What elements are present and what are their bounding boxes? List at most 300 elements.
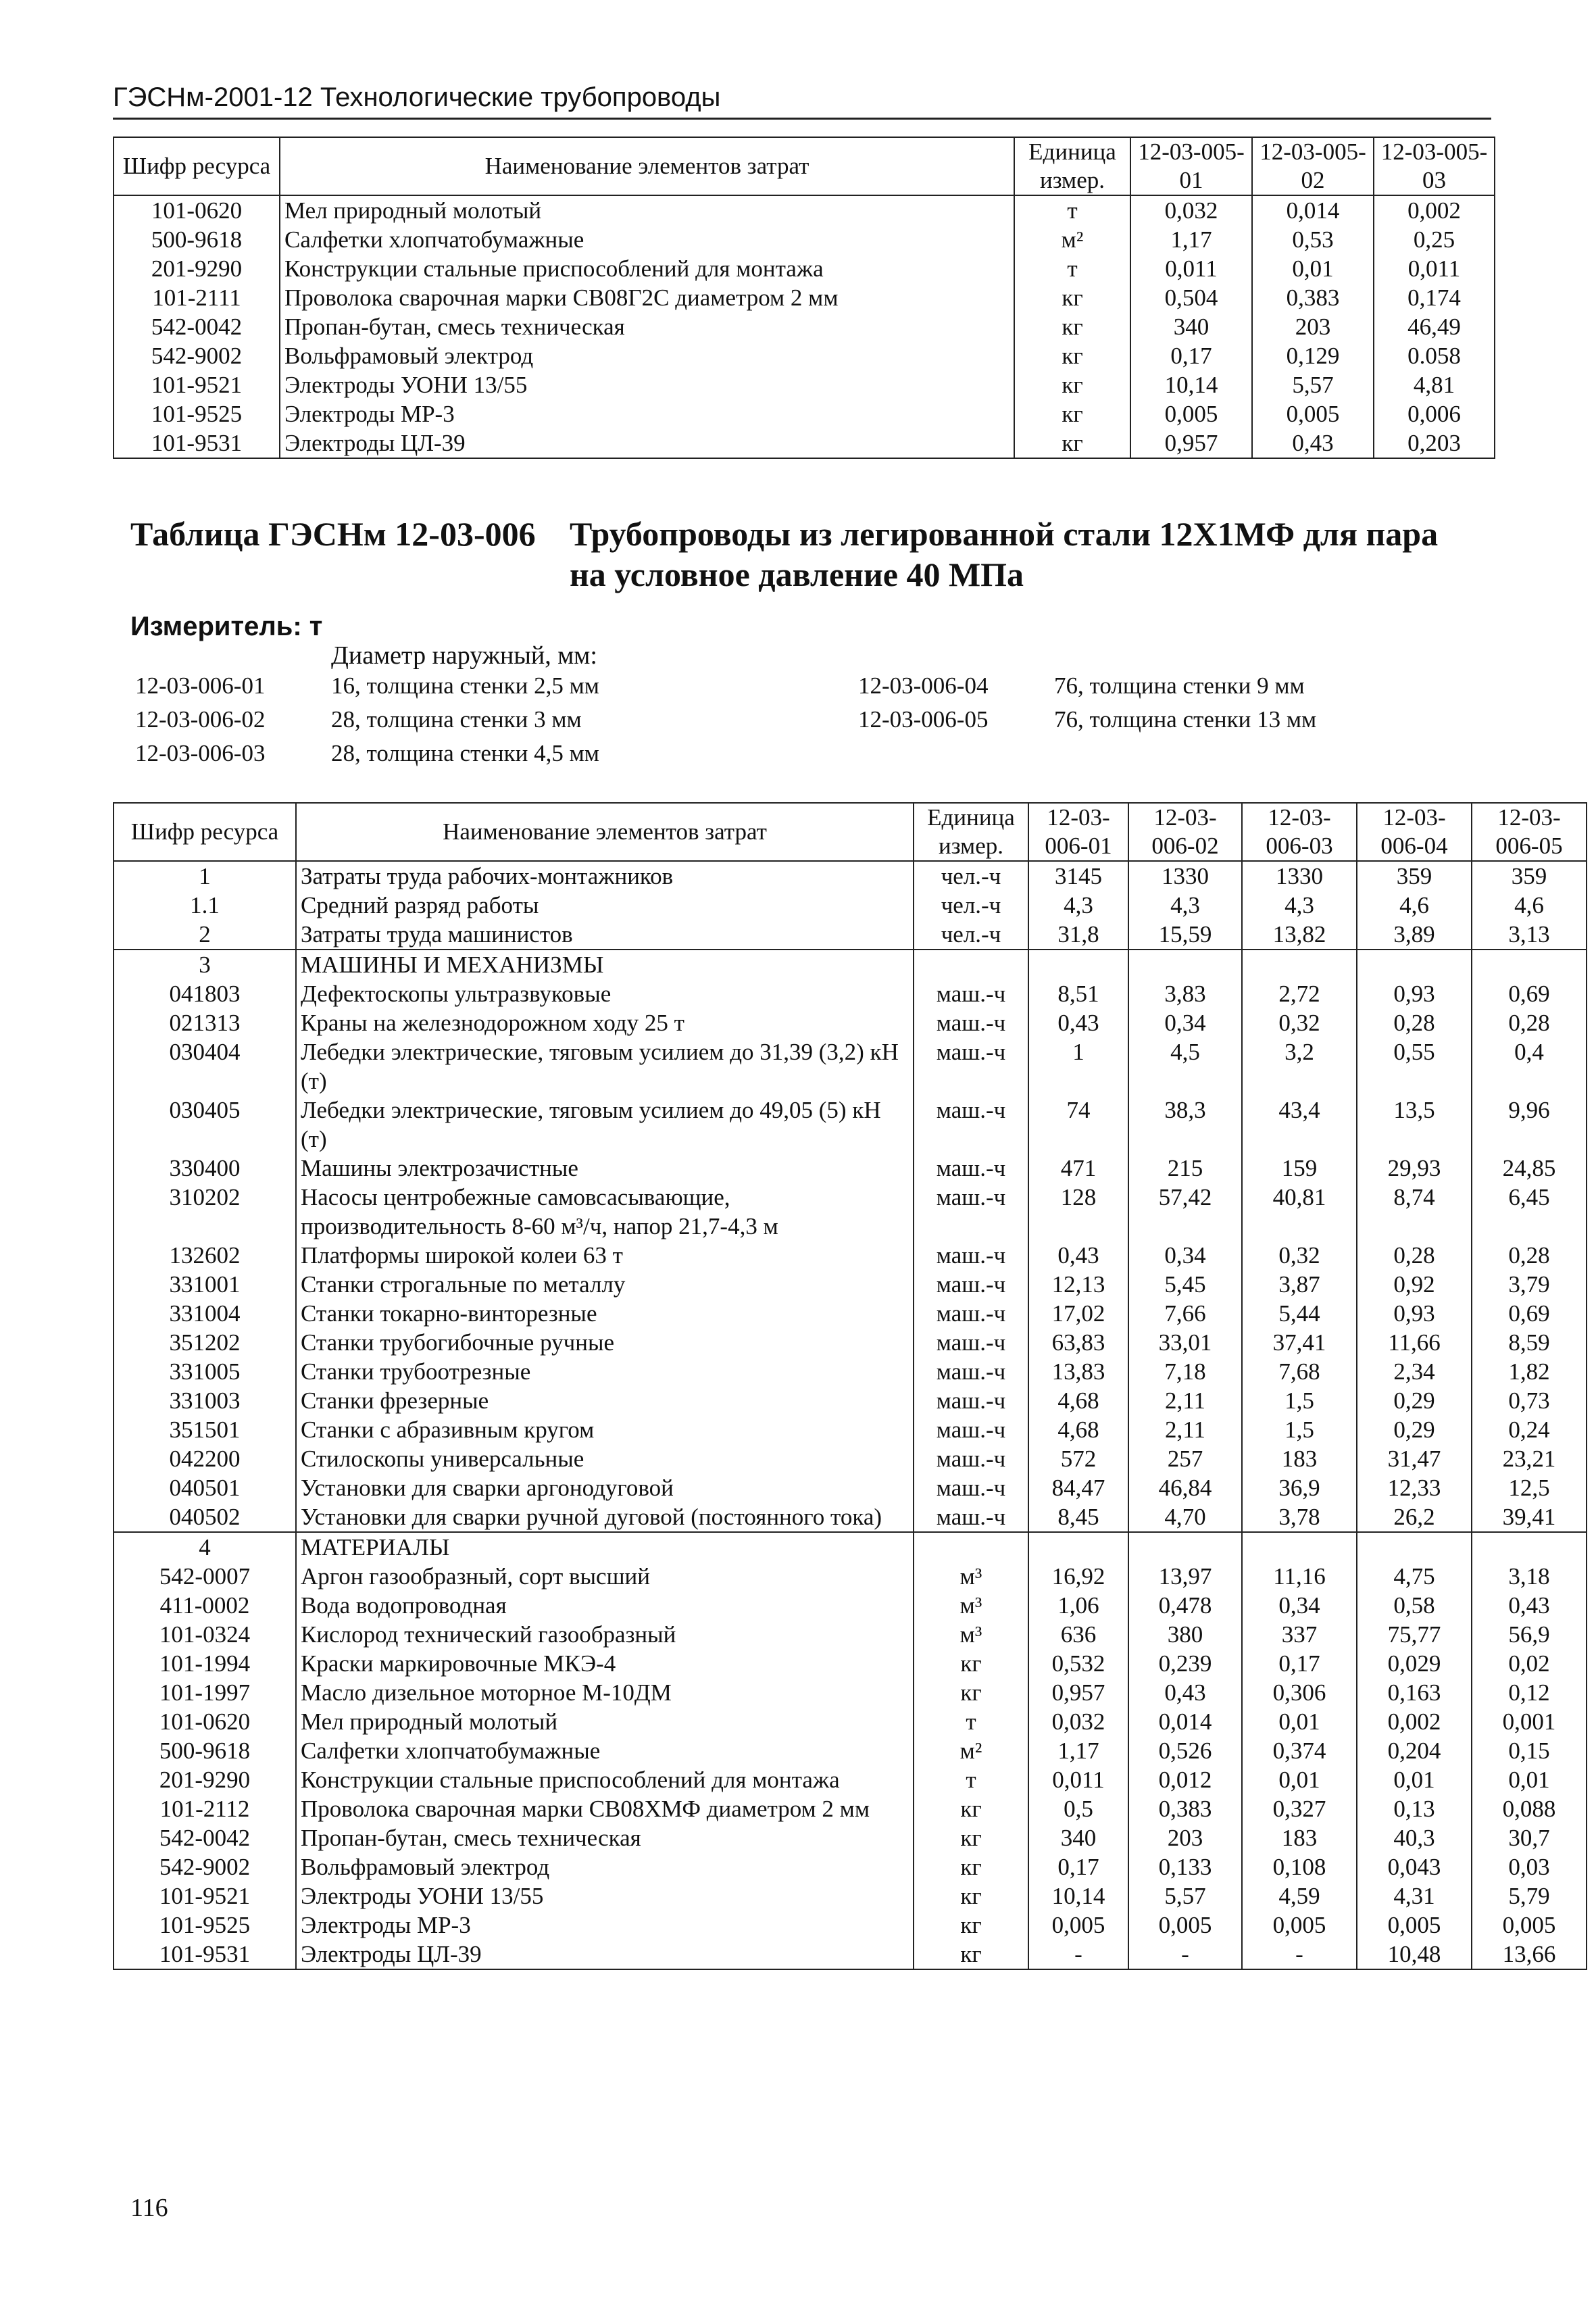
cell-code: 542-0007 — [114, 1562, 296, 1591]
cell-value: 1330 — [1242, 861, 1357, 891]
cell-value: 0,93 — [1357, 979, 1472, 1008]
cell-value: 57,42 — [1128, 1183, 1242, 1241]
cell-name: Затраты труда рабочих-монтажников — [296, 861, 914, 891]
cell-code: 030404 — [114, 1037, 296, 1096]
cell-value: 36,9 — [1242, 1473, 1357, 1502]
cell-value: 0,306 — [1242, 1678, 1357, 1707]
cell-name: Аргон газообразный, сорт высший — [296, 1562, 914, 1591]
cell-value: 0,005 — [1242, 1911, 1357, 1940]
table-row — [114, 891, 1587, 920]
cell-value: 46,84 — [1128, 1473, 1242, 1502]
cell-name: Мел природный молотый — [280, 195, 1014, 225]
cell-value: 0,204 — [1357, 1736, 1472, 1765]
cell-value: 215 — [1128, 1154, 1242, 1183]
cell-name: Кислород технический газообразный — [296, 1620, 914, 1649]
table-row — [114, 1241, 1587, 1270]
cell-value: 0,34 — [1128, 1241, 1242, 1270]
table-row — [114, 1620, 1587, 1649]
table-row — [114, 283, 1495, 312]
table-body — [114, 861, 1587, 1969]
cell-value: 572 — [1028, 1444, 1128, 1473]
cell-value: 0,69 — [1472, 979, 1587, 1008]
cell-code: 101-9525 — [114, 399, 280, 428]
cell-value: 0,088 — [1472, 1794, 1587, 1823]
cell-value: 4,31 — [1357, 1881, 1472, 1911]
cell-code: 331005 — [114, 1357, 296, 1386]
cell-value: 0,005 — [1357, 1911, 1472, 1940]
table-header-row — [114, 137, 1495, 195]
cell-name: Станки трубоотрезные — [296, 1357, 914, 1386]
cell-value: 1,06 — [1028, 1591, 1128, 1620]
cell-unit: т — [914, 1765, 1028, 1794]
cell-value: 203 — [1128, 1823, 1242, 1852]
col-header-unit: Единица измер. — [1014, 137, 1130, 195]
cell-value: 0,129 — [1252, 341, 1374, 370]
cell-code: 101-2112 — [114, 1794, 296, 1823]
cell-code: 101-9521 — [114, 1881, 296, 1911]
cell-value: 37,41 — [1242, 1328, 1357, 1357]
col-header-name: Наименование элементов затрат — [296, 803, 914, 861]
cell-unit: маш.-ч — [914, 1357, 1028, 1386]
cell-unit: маш.-ч — [914, 1008, 1028, 1037]
cell-name: Дефектоскопы ультразвуковые — [296, 979, 914, 1008]
cell-value: 0,58 — [1357, 1591, 1472, 1620]
cell-value: 0,005 — [1128, 1911, 1242, 1940]
table-name-line-1: Трубопроводы из легированной стали 12Х1МФ для пара — [570, 515, 1439, 553]
cell-value: 0,002 — [1357, 1707, 1472, 1736]
cell-code: 101-1994 — [114, 1649, 296, 1678]
cell-value: 8,45 — [1028, 1502, 1128, 1532]
cell-value: 0,014 — [1128, 1707, 1242, 1736]
cell-name: МАШИНЫ И МЕХАНИЗМЫ — [296, 950, 914, 979]
table-row — [114, 195, 1495, 225]
cell-unit: т — [914, 1707, 1028, 1736]
cell-name: Станки строгальные по металлу — [296, 1270, 914, 1299]
cell-code: 021313 — [114, 1008, 296, 1037]
cell-value: 0,92 — [1357, 1270, 1472, 1299]
variant-desc: 28, толщина стенки 3 мм — [331, 706, 582, 733]
cell-value: 0,327 — [1242, 1794, 1357, 1823]
cell-unit: чел.-ч — [914, 891, 1028, 920]
cell-code: 201-9290 — [114, 254, 280, 283]
cell-name: Установки для сварки аргонодуговой — [296, 1473, 914, 1502]
cell-name: Электроды ЦЛ-39 — [296, 1940, 914, 1969]
cell-value: 74 — [1028, 1096, 1128, 1154]
cell-value: 380 — [1128, 1620, 1242, 1649]
section-heading-row — [114, 950, 1587, 979]
cell-value: 4,68 — [1028, 1386, 1128, 1415]
table-row — [114, 1940, 1587, 1969]
cell-value: 0,25 — [1374, 225, 1495, 254]
cell-value: 0,02 — [1472, 1649, 1587, 1678]
cell-code: 040502 — [114, 1502, 296, 1532]
cell-value: 0,005 — [1472, 1911, 1587, 1940]
variant-code: 12-03-006-04 — [858, 672, 989, 699]
cell-value: 0,17 — [1028, 1852, 1128, 1881]
cell-name: Вольфрамовый электрод — [296, 1852, 914, 1881]
cell-value: 0,005 — [1028, 1911, 1128, 1940]
cell-value: 0,24 — [1472, 1415, 1587, 1444]
cell-value: 0.058 — [1374, 341, 1495, 370]
cell-name: Установки для сварки ручной дуговой (постоянного тока) — [296, 1502, 914, 1532]
cell-value: 30,7 — [1472, 1823, 1587, 1852]
resource-table-12-03-005 — [113, 137, 1495, 459]
table-label: Таблица ГЭСНм 12-03-006 — [130, 515, 536, 553]
cell-code: 101-9525 — [114, 1911, 296, 1940]
cell-value: 359 — [1357, 861, 1472, 891]
cell-code: 101-1997 — [114, 1678, 296, 1707]
cell-code: 201-9290 — [114, 1765, 296, 1794]
cell-value: 9,96 — [1472, 1096, 1587, 1154]
cell-code: 040501 — [114, 1473, 296, 1502]
cell-unit: кг — [1014, 370, 1130, 399]
cell-value: - — [1128, 1940, 1242, 1969]
cell-value: 0,374 — [1242, 1736, 1357, 1765]
table-row — [114, 1444, 1587, 1473]
cell-name: Электроды ЦЛ-39 — [280, 428, 1014, 458]
cell-code: 101-0324 — [114, 1620, 296, 1649]
resource-table-12-03-006 — [113, 802, 1587, 1970]
cell-value: 0,005 — [1130, 399, 1252, 428]
cell-value: 3,79 — [1472, 1270, 1587, 1299]
cell-code: 542-9002 — [114, 1852, 296, 1881]
cell-name: Электроды УОНИ 13/55 — [296, 1881, 914, 1911]
cell-value: 5,45 — [1128, 1270, 1242, 1299]
cell-value: 13,83 — [1028, 1357, 1128, 1386]
cell-name: Лебедки электрические, тяговым усилием до 31,39 (3,2) кН (т) — [296, 1037, 914, 1096]
cell-code: 542-0042 — [114, 312, 280, 341]
section-heading-row — [114, 1532, 1587, 1562]
cell-unit: кг — [1014, 428, 1130, 458]
cell-value: 0,043 — [1357, 1852, 1472, 1881]
cell-value: 12,13 — [1028, 1270, 1128, 1299]
cell-code: 132602 — [114, 1241, 296, 1270]
cell-unit: м³ — [914, 1591, 1028, 1620]
cell-value: 4,3 — [1128, 891, 1242, 920]
cell-unit: маш.-ч — [914, 1241, 1028, 1270]
table-row — [114, 1852, 1587, 1881]
table-body — [114, 195, 1495, 458]
cell-code: 101-9531 — [114, 1940, 296, 1969]
cell-unit: маш.-ч — [914, 1154, 1028, 1183]
cell-name: Электроды МР-3 — [280, 399, 1014, 428]
cell-code: 310202 — [114, 1183, 296, 1241]
cell-unit — [914, 1532, 1028, 1562]
cell-unit: маш.-ч — [914, 1444, 1028, 1473]
cell-name: Вольфрамовый электрод — [280, 341, 1014, 370]
cell-value: 8,59 — [1472, 1328, 1587, 1357]
cell-value: 10,48 — [1357, 1940, 1472, 1969]
cell-code: 101-9531 — [114, 428, 280, 458]
cell-unit: т — [1014, 195, 1130, 225]
cell-name: Электроды УОНИ 13/55 — [280, 370, 1014, 399]
cell-value: 0,01 — [1472, 1765, 1587, 1794]
cell-code: 542-0042 — [114, 1823, 296, 1852]
cell-value: 1330 — [1128, 861, 1242, 891]
cell-code: 042200 — [114, 1444, 296, 1473]
cell-name: Стилоскопы универсальные — [296, 1444, 914, 1473]
cell-value: 46,49 — [1374, 312, 1495, 341]
cell-value: 0,108 — [1242, 1852, 1357, 1881]
cell-name: Масло дизельное моторное М-10ДМ — [296, 1678, 914, 1707]
cell-name: Салфетки хлопчатобумажные — [280, 225, 1014, 254]
cell-value: 0,239 — [1128, 1649, 1242, 1678]
cell-name: Станки трубогибочные ручные — [296, 1328, 914, 1357]
cell-value: 0,957 — [1028, 1678, 1128, 1707]
cell-value: 0,002 — [1374, 195, 1495, 225]
cell-value: 0,032 — [1130, 195, 1252, 225]
cell-code: 351501 — [114, 1415, 296, 1444]
cell-name: Вода водопроводная — [296, 1591, 914, 1620]
table-row — [114, 1183, 1587, 1241]
cell-value: 1,5 — [1242, 1415, 1357, 1444]
running-header: ГЭСНм-2001-12 Технологические трубопроводы — [113, 80, 1491, 120]
cell-value: 0,01 — [1252, 254, 1374, 283]
cell-value: 0,55 — [1357, 1037, 1472, 1096]
cell-value: 340 — [1028, 1823, 1128, 1852]
table-row — [114, 254, 1495, 283]
table-row — [114, 1591, 1587, 1620]
table-row — [114, 920, 1587, 950]
cell-value: 0,133 — [1128, 1852, 1242, 1881]
cell-value: 0,15 — [1472, 1736, 1587, 1765]
cell-value: 11,66 — [1357, 1328, 1472, 1357]
cell-name: Пропан-бутан, смесь техническая — [280, 312, 1014, 341]
cell-value: 4,5 — [1128, 1037, 1242, 1096]
cell-value — [1028, 1532, 1128, 1562]
cell-value: 56,9 — [1472, 1620, 1587, 1649]
cell-value — [1028, 950, 1128, 979]
cell-value: 0,34 — [1128, 1008, 1242, 1037]
table-row — [114, 1911, 1587, 1940]
cell-value: 0,957 — [1130, 428, 1252, 458]
cell-unit: маш.-ч — [914, 1183, 1028, 1241]
table-row — [114, 1649, 1587, 1678]
cell-value: 0,12 — [1472, 1678, 1587, 1707]
cell-value: 471 — [1028, 1154, 1128, 1183]
cell-value: 40,3 — [1357, 1823, 1472, 1852]
cell-value: 8,51 — [1028, 979, 1128, 1008]
cell-value: 0,504 — [1130, 283, 1252, 312]
cell-value: 4,59 — [1242, 1881, 1357, 1911]
cell-value: 636 — [1028, 1620, 1128, 1649]
cell-unit: м³ — [914, 1620, 1028, 1649]
cell-unit: кг — [1014, 312, 1130, 341]
cell-code: 542-9002 — [114, 341, 280, 370]
cell-value: 43,4 — [1242, 1096, 1357, 1154]
variant-desc: 16, толщина стенки 2,5 мм — [331, 672, 599, 699]
diameter-header: Диаметр наружный, мм: — [331, 641, 597, 670]
cell-value: 15,59 — [1128, 920, 1242, 950]
cell-value: - — [1028, 1940, 1128, 1969]
cell-value: 0,28 — [1357, 1241, 1472, 1270]
table-row — [114, 1678, 1587, 1707]
cell-unit: кг — [914, 1940, 1028, 1969]
cell-value: 3,87 — [1242, 1270, 1357, 1299]
cell-code: 101-0620 — [114, 195, 280, 225]
cell-value: 340 — [1130, 312, 1252, 341]
cell-unit: кг — [914, 1794, 1028, 1823]
variant-code: 12-03-006-05 — [858, 706, 989, 733]
cell-value: 0,174 — [1374, 283, 1495, 312]
cell-value: 0,163 — [1357, 1678, 1472, 1707]
cell-unit: маш.-ч — [914, 979, 1028, 1008]
cell-value: 3,89 — [1357, 920, 1472, 950]
cell-code: 101-9521 — [114, 370, 280, 399]
cell-value: 75,77 — [1357, 1620, 1472, 1649]
cell-value: 39,41 — [1472, 1502, 1587, 1532]
cell-code: 330400 — [114, 1154, 296, 1183]
table-row — [114, 1008, 1587, 1037]
cell-value: 0,01 — [1357, 1765, 1472, 1794]
cell-code: 331003 — [114, 1386, 296, 1415]
variant-code: 12-03-006-03 — [135, 740, 266, 766]
table-row — [114, 1707, 1587, 1736]
cell-name: Краски маркировочные МКЭ-4 — [296, 1649, 914, 1678]
cell-unit: т — [1014, 254, 1130, 283]
cell-value: 29,93 — [1357, 1154, 1472, 1183]
cell-value: - — [1242, 1940, 1357, 1969]
cell-value: 257 — [1128, 1444, 1242, 1473]
cell-value: 13,66 — [1472, 1940, 1587, 1969]
cell-value: 0,001 — [1472, 1707, 1587, 1736]
cell-name: Проволока сварочная марки СВ08Г2С диаметром 2 мм — [280, 283, 1014, 312]
cell-value: 0,43 — [1252, 428, 1374, 458]
table-row — [114, 225, 1495, 254]
cell-value: 203 — [1252, 312, 1374, 341]
table-row — [114, 1154, 1587, 1183]
cell-name: Конструкции стальные приспособлений для монтажа — [280, 254, 1014, 283]
col-header-variant: 12-03-006-02 — [1128, 803, 1242, 861]
cell-value — [1242, 950, 1357, 979]
cell-value: 5,44 — [1242, 1299, 1357, 1328]
cell-unit: маш.-ч — [914, 1096, 1028, 1154]
table-row — [114, 428, 1495, 458]
table-row — [114, 1473, 1587, 1502]
cell-unit: маш.-ч — [914, 1386, 1028, 1415]
cell-value: 4,3 — [1242, 891, 1357, 920]
cell-value: 23,21 — [1472, 1444, 1587, 1473]
cell-code: 500-9618 — [114, 225, 280, 254]
cell-value — [1357, 1532, 1472, 1562]
cell-unit: кг — [914, 1852, 1028, 1881]
table-row — [114, 1386, 1587, 1415]
col-header-variant: 12-03-006-03 — [1242, 803, 1357, 861]
cell-value: 16,92 — [1028, 1562, 1128, 1591]
cell-value: 0,011 — [1028, 1765, 1128, 1794]
cell-value: 0,43 — [1128, 1678, 1242, 1707]
table-row — [114, 1357, 1587, 1386]
cell-value: 0,29 — [1357, 1386, 1472, 1415]
cell-name: Средний разряд работы — [296, 891, 914, 920]
table-row — [114, 1794, 1587, 1823]
col-header-name: Наименование элементов затрат — [280, 137, 1014, 195]
cell-value: 4,75 — [1357, 1562, 1472, 1591]
cell-value: 7,18 — [1128, 1357, 1242, 1386]
cell-value: 3,18 — [1472, 1562, 1587, 1591]
cell-value: 7,68 — [1242, 1357, 1357, 1386]
cell-value: 38,3 — [1128, 1096, 1242, 1154]
cell-unit — [914, 950, 1028, 979]
cell-value: 31,8 — [1028, 920, 1128, 950]
cell-value: 0,5 — [1028, 1794, 1128, 1823]
cell-value: 0,532 — [1028, 1649, 1128, 1678]
cell-unit: чел.-ч — [914, 861, 1028, 891]
cell-value: 63,83 — [1028, 1328, 1128, 1357]
cell-value: 1,17 — [1130, 225, 1252, 254]
cell-value — [1472, 1532, 1587, 1562]
cell-value: 2,72 — [1242, 979, 1357, 1008]
cell-value: 0,17 — [1242, 1649, 1357, 1678]
cell-unit: маш.-ч — [914, 1037, 1028, 1096]
cell-unit: чел.-ч — [914, 920, 1028, 950]
cell-value: 10,14 — [1028, 1881, 1128, 1911]
cell-unit: м² — [914, 1736, 1028, 1765]
cell-code: 101-2111 — [114, 283, 280, 312]
cell-value: 3145 — [1028, 861, 1128, 891]
col-header-variant: 12-03-006-04 — [1357, 803, 1472, 861]
cell-unit: маш.-ч — [914, 1415, 1028, 1444]
cell-value: 13,82 — [1242, 920, 1357, 950]
cell-name: Краны на железнодорожном ходу 25 т — [296, 1008, 914, 1037]
table-row — [114, 1415, 1587, 1444]
cell-value: 12,33 — [1357, 1473, 1472, 1502]
cell-value — [1472, 950, 1587, 979]
cell-value: 0,383 — [1252, 283, 1374, 312]
cell-value: 0,43 — [1472, 1591, 1587, 1620]
cell-value: 128 — [1028, 1183, 1128, 1241]
cell-value: 0,011 — [1374, 254, 1495, 283]
cell-name: Затраты труда машинистов — [296, 920, 914, 950]
table-header-row — [114, 803, 1587, 861]
table-row — [114, 1502, 1587, 1532]
table-row — [114, 399, 1495, 428]
cell-value: 159 — [1242, 1154, 1357, 1183]
cell-code: 1 — [114, 861, 296, 891]
cell-value: 5,57 — [1128, 1881, 1242, 1911]
cell-code: 101-0620 — [114, 1707, 296, 1736]
cell-value: 6,45 — [1472, 1183, 1587, 1241]
cell-code: 3 — [114, 950, 296, 979]
cell-value: 0,526 — [1128, 1736, 1242, 1765]
cell-value: 0,43 — [1028, 1241, 1128, 1270]
cell-name: Станки токарно-винторезные — [296, 1299, 914, 1328]
table-row — [114, 1765, 1587, 1794]
cell-value: 24,85 — [1472, 1154, 1587, 1183]
cell-value: 17,02 — [1028, 1299, 1128, 1328]
variant-code: 12-03-006-01 — [135, 672, 266, 699]
cell-name: Станки с абразивным кругом — [296, 1415, 914, 1444]
cell-unit: маш.-ч — [914, 1270, 1028, 1299]
table-row — [114, 370, 1495, 399]
cell-unit: маш.-ч — [914, 1502, 1028, 1532]
cell-value: 0,69 — [1472, 1299, 1587, 1328]
cell-value: 3,78 — [1242, 1502, 1357, 1532]
cell-code: 411-0002 — [114, 1591, 296, 1620]
cell-value: 0,28 — [1472, 1241, 1587, 1270]
cell-unit: кг — [914, 1649, 1028, 1678]
cell-unit: м³ — [914, 1562, 1028, 1591]
cell-value: 13,5 — [1357, 1096, 1472, 1154]
cell-name: Проволока сварочная марки СВ08ХМФ диаметром 2 мм — [296, 1794, 914, 1823]
cell-code: 1.1 — [114, 891, 296, 920]
cell-value: 0,01 — [1242, 1765, 1357, 1794]
cell-value: 8,74 — [1357, 1183, 1472, 1241]
table-row — [114, 1736, 1587, 1765]
cell-value: 10,14 — [1130, 370, 1252, 399]
cell-name: Станки фрезерные — [296, 1386, 914, 1415]
cell-value: 31,47 — [1357, 1444, 1472, 1473]
